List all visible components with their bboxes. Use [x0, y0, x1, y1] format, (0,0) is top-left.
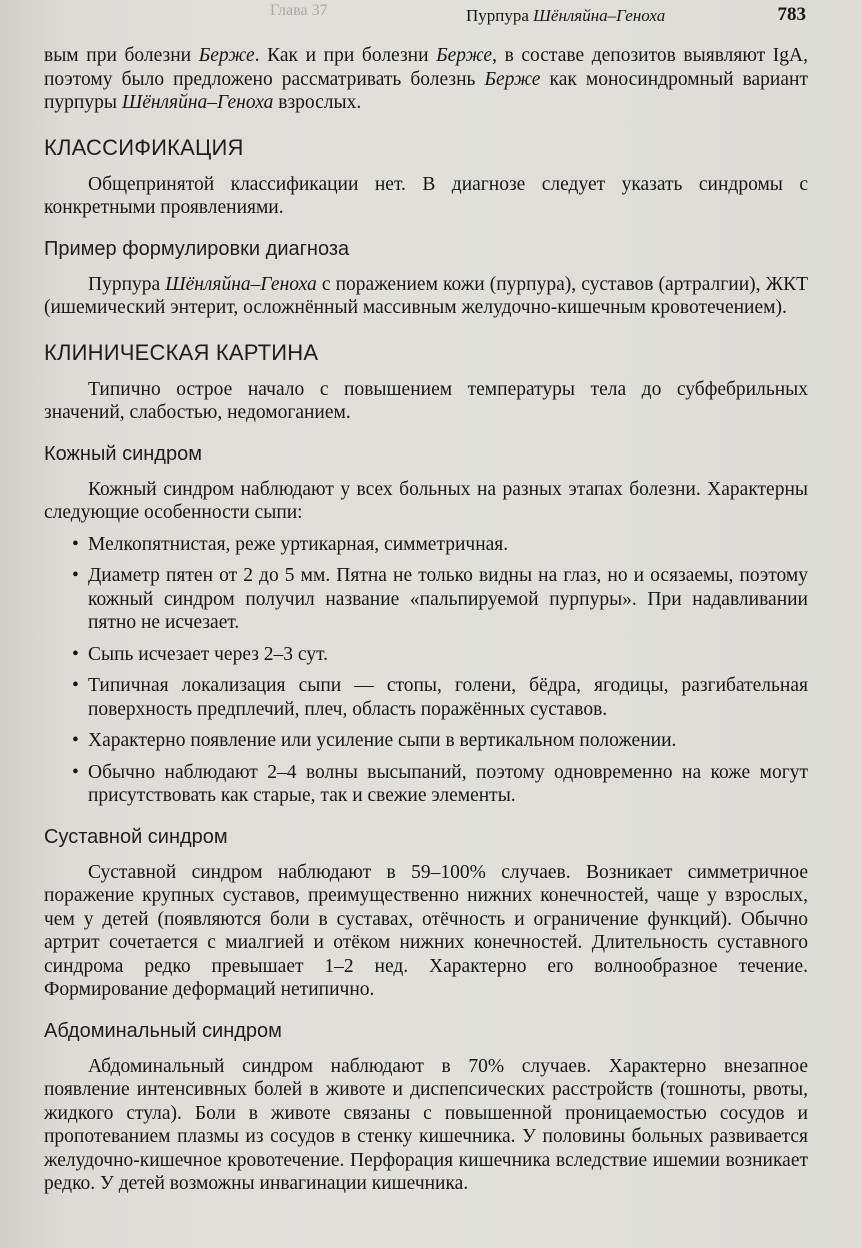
list-item: • Типичная локализация сыпи — стопы, голени, бёдра, ягодицы, разгибательная поверхность предплечий, плеч, область поражённых суставов.	[72, 675, 808, 720]
diagnosis-example-heading: Пример формулировки диагноза	[44, 237, 350, 260]
bullet-icon: •	[72, 675, 79, 696]
list-item: • Обычно наблюдают 2–4 волны высыпаний, поэтому одновременно на коже могут присутствовать как старые, так и свежие элементы.	[72, 761, 808, 806]
clinical-paragraph: Типично острое начало с повышением температуры тела до субфебрильных значений, слабостью, недомоганием.	[44, 378, 808, 423]
bleed-through-header: Глава 37	[270, 2, 328, 19]
list-item: • Сыпь исчезает через 2–3 сут.	[72, 643, 329, 665]
classification-heading: КЛАССИФИКАЦИЯ	[44, 134, 244, 160]
list-item: • Характерно появление или усиление сыпи в вертикальном положении.	[72, 730, 677, 751]
classification-paragraph: Общепринятой классификации нет. В диагнозе следует указать синдромы с конкретными проявлениями.	[44, 173, 808, 218]
clinical-heading: КЛИНИЧЕСКАЯ КАРТИНА	[44, 339, 319, 365]
page-body	[44, 44, 808, 1196]
skin-features-list	[44, 533, 808, 808]
joint-syndrome-paragraph: Суставной синдром наблюдают в 59–100% случаев. Возникает симметричное поражение крупных суставов, преимущественно нижних конечностей, чаще у взрослых, чем у детей (появляются боли в суставах, отёчность и ограничение функций). Обычно артрит сочетается с миалгией и отёком нижних конечностей. Длительность суставного синдрома редко превышает 1–2 нед. Характерно его волнообразное течение. Формирование деформаций нетипично.	[44, 861, 808, 1000]
abdominal-syndrome-heading: Абдоминальный синдром	[44, 1019, 282, 1042]
list-item: • Диаметр пятен от 2 до 5 мм. Пятна не только видны на глаз, но и осязаемы, поэтому кожный синдром получил название «пальпируемой пурпуры». При надавливании пятно не исчезает.	[72, 565, 808, 633]
page-number: 783	[777, 4, 806, 25]
list-item: • Мелкопятнистая, реже уртикарная, симметричная.	[72, 533, 509, 555]
intro-paragraph: вым при болезни Берже. Как и при болезни Берже, в составе депозитов выявляют IgA, поэтому было предложено рассматривать болезнь Берже как моносиндромный вариант пурпуры Шёнляйна–Геноха взрослых.	[44, 45, 808, 113]
skin-syndrome-heading: Кожный синдром	[44, 442, 202, 465]
bullet-icon: •	[72, 730, 79, 751]
bullet-icon: •	[72, 533, 79, 555]
skin-syndrome-paragraph: Кожный синдром наблюдают у всех больных на разных этапах болезни. Характерны следующие особенности сыпи:	[44, 478, 808, 523]
running-title: Пурпура Шёнляйна–Геноха	[466, 6, 666, 25]
abdominal-syndrome-paragraph: Абдоминальный синдром наблюдают в 70% случаев. Характерно внезапное появление интенсивных болей в животе и диспепсических расстройств (тошноты, рвоты, жидкого стула). Боли в животе связаны с повышенной проницаемостью сосудов и пропотеванием плазмы из сосудов в стенку кишечника. У половины больных развивается желудочно-кишечное кровотечение. Перфорация кишечника вследствие ишемии возникает редко. У детей возможны инвагинации кишечника.	[44, 1055, 808, 1194]
bullet-icon: •	[72, 643, 79, 665]
bullet-icon: •	[72, 565, 79, 586]
diagnosis-example-paragraph: Пурпура Шёнляйна–Геноха с поражением кожи (пурпура), суставов (артралгии), ЖКТ (ишемический энтерит, осложнённый массивным желудочно-кишечным кровотечением).	[44, 273, 808, 318]
joint-syndrome-heading: Суставной синдром	[44, 825, 228, 848]
bullet-icon: •	[72, 761, 79, 783]
page-header	[0, 0, 862, 34]
